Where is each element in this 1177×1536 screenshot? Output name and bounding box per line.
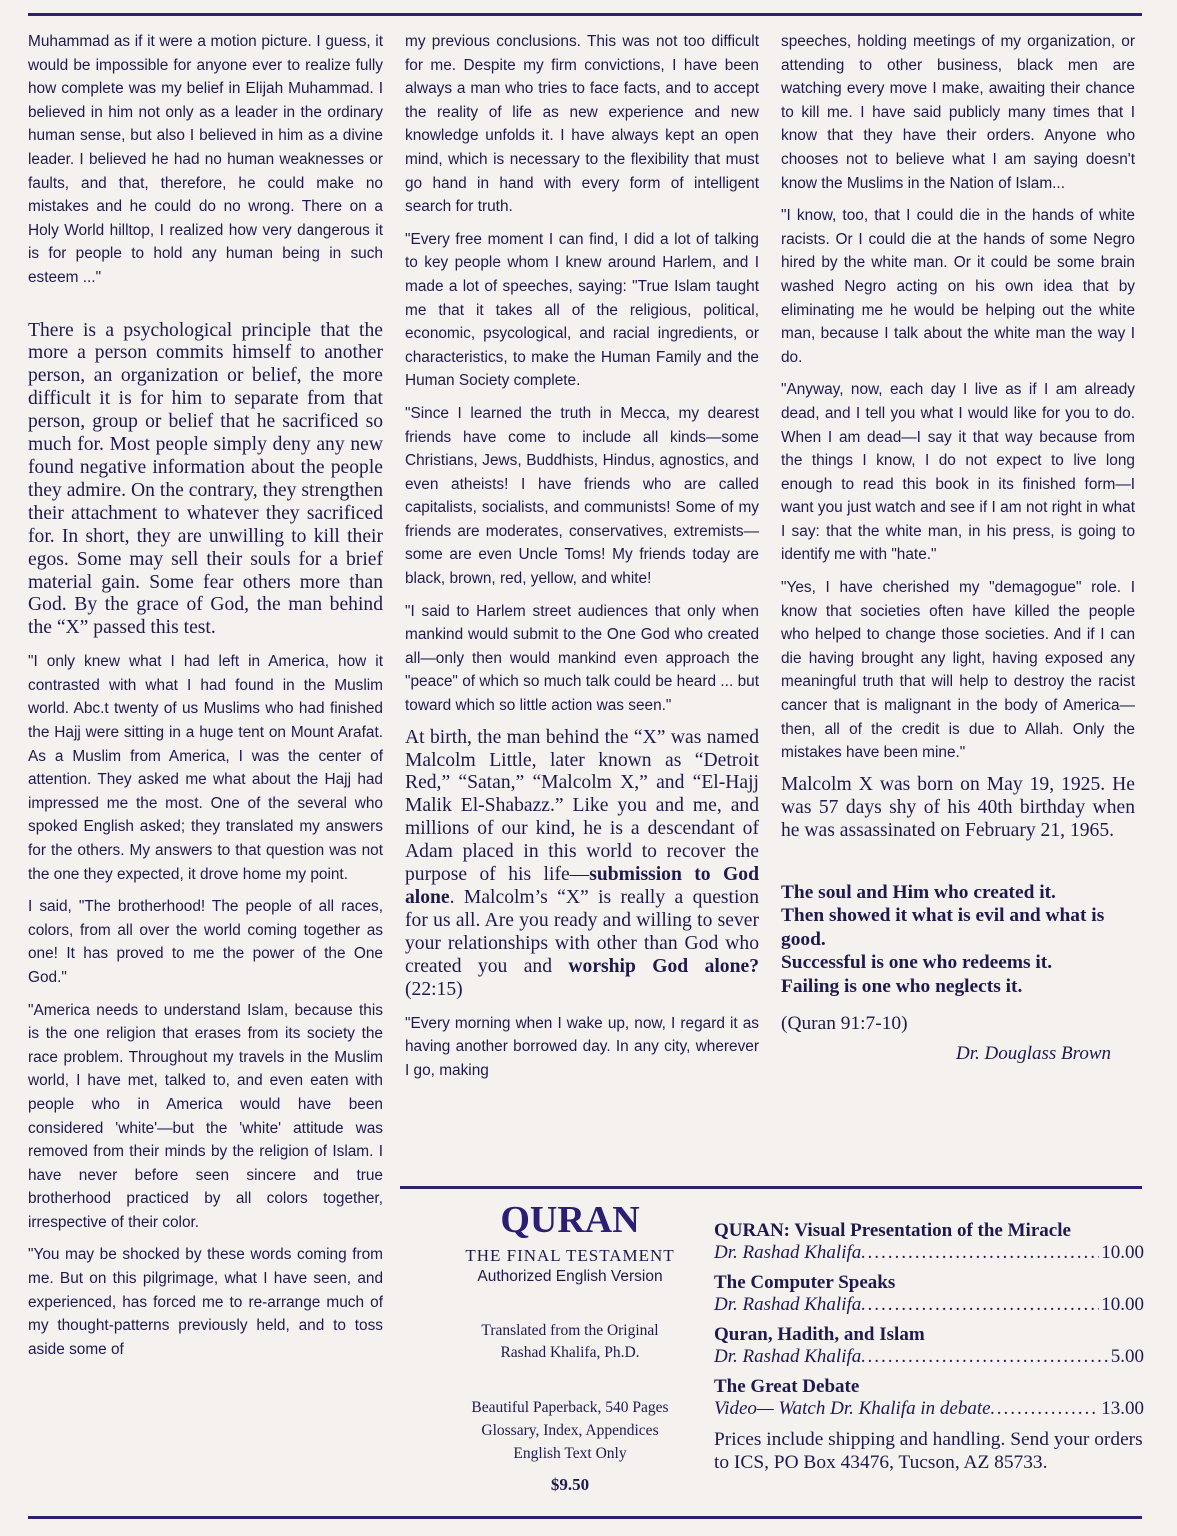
ad-translator: Rashad Khalifa, Ph.D. xyxy=(500,1344,640,1361)
col2-serif-block xyxy=(405,727,759,1002)
column-3 xyxy=(781,30,1135,1065)
ad-price: $9.50 xyxy=(550,1475,590,1494)
product-line xyxy=(714,1242,1144,1264)
ad-detail-line: English Text Only xyxy=(513,1445,627,1462)
product-item xyxy=(714,1324,1144,1368)
product-title: The Great Debate xyxy=(714,1376,860,1397)
order-instructions: Prices include shipping and handling. Send your orders to ICS, PO Box 43476, Tucson, AZ 85733. xyxy=(714,1429,1143,1473)
col2-quote-para: my previous conclusions. This was not too difficult for me. Despite my firm convictions, I have been always a man who tries to face facts, and to accept the reality of life as new experience and new knowledge unfolds it. I have always kept an open mind, which is necessary to the flexibility that must go hand in hand with every form of intelligent search for truth. xyxy=(405,33,759,216)
col3-quote-para: "I know, too, that I could die in the hands of white racists. Or I could die at the hands of some Negro hired by the white man. Or it could be some brain washed Negro acting on his own idea that by eliminating me he would be helping out the white man, because I talk about the white man the way I do. xyxy=(781,207,1135,366)
ad-title: QURAN xyxy=(500,1199,640,1241)
col2-quote-para: "Every free moment I can find, I did a lot of talking to key people whom I knew around Harlem, and I made a lot of speeches, saying: "True Islam taught me that it takes all of the religious, political, economic, psycological, and racial ingredients, or characteristics, to make the Human Family and the Human Society complete. xyxy=(405,230,759,390)
col3-serif-block xyxy=(781,774,1135,843)
col1-quote-block-2 xyxy=(28,650,383,1361)
bottom-rule xyxy=(28,1516,1142,1519)
col3-quote-para: "Anyway, now, each day I live as if I am already dead, and I tell you what I would like for you to do. When I am dead—I say it that way because from the things I know, I do not expect to live long enough to read this book in its finished form—I want you just watch and see if I am not right in what I say: that the white man, in his press, is going to identify me with "hate." xyxy=(781,381,1135,564)
ad-translated xyxy=(440,1320,700,1364)
product-item xyxy=(714,1272,1144,1316)
verse-line: The soul and Him who created it. xyxy=(781,881,1056,903)
col1-quote-para: Muhammad as if it were a motion picture. I guess, it would be impossible for anyone ever to realize fully how complete was my belief in Elijah Muhammad. I believed in him not only as a leader in the ordinary human sense, but also I believed in him as a divine leader. I believed he had no human weaknesses or faults, and that, therefore, he could make no mistakes and he could do no wrong. There on a Holy World hilltop, I realized how very dangerous it is for people to hold any human being in such esteem ..." xyxy=(28,33,383,286)
col2-text: . Malcolm’s “X” is really a question for us all. Are you ready and willing to sever your relationships with other than God who created you and xyxy=(405,886,759,977)
col1-commentary: There is a psychological principle that the more a person commits himself to another person, an organization or belief, the more difficult it is for him to separate from that person, group or belief that he sacrificed so much for. Most people simply deny any new found negative information about the people they admire. On the contrary, they strengthen their attachment to whatever they sacrificed for. In short, they are unwilling to kill their egos. Some may sell their souls for a brief material gain. Some fear others more than God. By the grace of God, the man behind the “X” passed this test. xyxy=(28,319,383,639)
product-line xyxy=(714,1398,1144,1420)
col3-quote-block xyxy=(781,30,1135,765)
product-author: Dr. Rashad Khalifa xyxy=(714,1242,862,1263)
product-price: 5.00 xyxy=(1110,1346,1144,1367)
ad-detail-line: Glossary, Index, Appendices xyxy=(481,1422,659,1439)
col1-quote-para: "America needs to understand Islam, because this is the one religion that erases from its society the race problem. Throughout my travels in the Muslim world, I have met, talked to, and even eaten with people who in America would have been considered 'white'—but the 'white' attitude was removed from their minds by the religion of Islam. I have never before seen sincere and true brotherhood practiced by all colors together, irrespective of their color. xyxy=(28,1001,383,1231)
col1-quote-para: "I only knew what I had left in America, how it contrasted with what I had found in the Muslim world. Abc.t twenty of us Muslims who had finished the Hajj were sitting in a huge tent on Mount Arafat. As a Muslim from America, I was the center of attention. They asked me what about the Hajj had impressed me the most. One of the several who spoked English asked; they translated my answers for the others. My answers to that question was not the one they expected, it drove home my point. xyxy=(28,653,383,883)
leader-dots xyxy=(861,1294,1099,1316)
col2-commentary xyxy=(405,727,759,1002)
ad-detail-line: Beautiful Paperback, 540 Pages xyxy=(471,1399,669,1416)
col2-quote-last: "Every morning when I wake up, now, I regard it as having another borrowed day. In any city, wherever I go, making xyxy=(405,1014,759,1079)
col3-quote-para: speeches, holding meetings of my organization, or attending to other business, black men are watching every move I make, awaiting their chance to kill me. I have said publicly many times that I know that they have their orders. Anyone who chooses not to believe what I am saying doesn't know the Muslims in the Nation of Islam... xyxy=(781,33,1135,192)
product-item xyxy=(714,1376,1144,1420)
col2-emphasis: submission to God alone xyxy=(405,864,759,908)
ad-details xyxy=(440,1396,700,1465)
col1-serif-block xyxy=(28,320,383,641)
product-title: QURAN: Visual Presentation of the Miracle xyxy=(714,1220,1071,1241)
col1-quote-para: I said, "The brotherhood! The people of all races, colors, from all over the world coming together as one! It has proved to me the power of the One God." xyxy=(28,898,383,986)
verse-line: Failing is one who neglects it. xyxy=(781,975,1023,997)
column-2 xyxy=(405,30,759,1091)
col3-quote-para: "Yes, I have cherished my "demagogue" role. I know that societies often have killed the people who helped to change those societies. And if I can die having brought any light, having exposed any meaningful truth that will help to destroy the racist cancer that is malignant in the body of America—then, all of the credit is due to Allah. Only the mistakes have been mine." xyxy=(781,579,1135,762)
author-signature: Dr. Douglass Brown xyxy=(955,1042,1111,1064)
leader-dots xyxy=(991,1398,1100,1420)
ad-translated-line: Translated from the Original xyxy=(481,1322,659,1339)
column-1 xyxy=(28,30,383,1370)
col3-bio: Malcolm X was born on May 19, 1925. He was 57 days shy of his 40th birthday when he was assassinated on February 21, 1965. xyxy=(781,773,1135,841)
top-rule xyxy=(28,13,1142,16)
product-author: Dr. Rashad Khalifa xyxy=(714,1346,862,1367)
ad-subtitle: THE FINAL TESTAMENT xyxy=(465,1246,675,1265)
col2-text: (22:15) xyxy=(405,978,463,1000)
col2-quote-block xyxy=(405,30,759,718)
product-price: 10.00 xyxy=(1101,1242,1144,1263)
col1-quote-block xyxy=(28,30,383,290)
product-author: Dr. Rashad Khalifa xyxy=(714,1294,862,1315)
product-title: The Computer Speaks xyxy=(714,1272,896,1293)
product-author: Video— Watch Dr. Khalifa in debate xyxy=(714,1398,991,1419)
product-line xyxy=(714,1346,1144,1368)
product-title: Quran, Hadith, and Islam xyxy=(714,1324,925,1345)
col1-quote-para: "You may be shocked by these words coming from me. But on this pilgrimage, what I have seen, and experienced, has forced me to re-arrange much of my thought-patterns previously held, and to toss aside some of xyxy=(28,1246,383,1358)
col2-text: At birth, the man behind the “X” was named Malcolm Little, later known as “Detroit Red,” “Satan,” “Malcolm X,” and “El-Hajj Malik El-Shabazz.” Like you and me, and millions of our kind, he is a descendant of Adam placed in this world to recover the purpose of his life— xyxy=(405,726,759,886)
col2-quote-last-block xyxy=(405,1012,759,1083)
leader-dots xyxy=(861,1346,1108,1368)
col2-quote-para: "I said to Harlem street audiences that only when mankind would submit to the One God who created all—only then would mankind even approach the "peace" of which so much talk could be heard ... but toward which so little action was seen." xyxy=(405,602,759,715)
product-list xyxy=(714,1220,1144,1474)
verse-citation: (Quran 91:7-10) xyxy=(781,1012,908,1034)
col2-emphasis: worship God alone? xyxy=(568,955,759,977)
quran-verse xyxy=(781,881,1135,999)
product-price: 13.00 xyxy=(1101,1398,1144,1419)
product-price: 10.00 xyxy=(1101,1294,1144,1315)
leader-dots xyxy=(861,1242,1099,1264)
col2-quote-para: "Since I learned the truth in Mecca, my dearest friends have come to include all kinds—some Christians, Jews, Buddhists, Hindus, agnostics, and even atheists! I have friends who are called capitalists, socialists, and communists! Some of my friends are moderates, conservatives, extremists—some are even Uncle Toms! My friends today are black, brown, red, yellow, and white! xyxy=(405,404,759,588)
verse-line: Successful is one who redeems it. xyxy=(781,952,1053,974)
product-item xyxy=(714,1220,1144,1264)
ad-top-rule xyxy=(400,1186,1142,1189)
product-line xyxy=(714,1294,1144,1316)
ad-version: Authorized English Version xyxy=(477,1268,663,1285)
verse-line: Then showed it what is evil and what is good. xyxy=(781,905,1105,950)
quran-book-ad xyxy=(440,1198,700,1495)
